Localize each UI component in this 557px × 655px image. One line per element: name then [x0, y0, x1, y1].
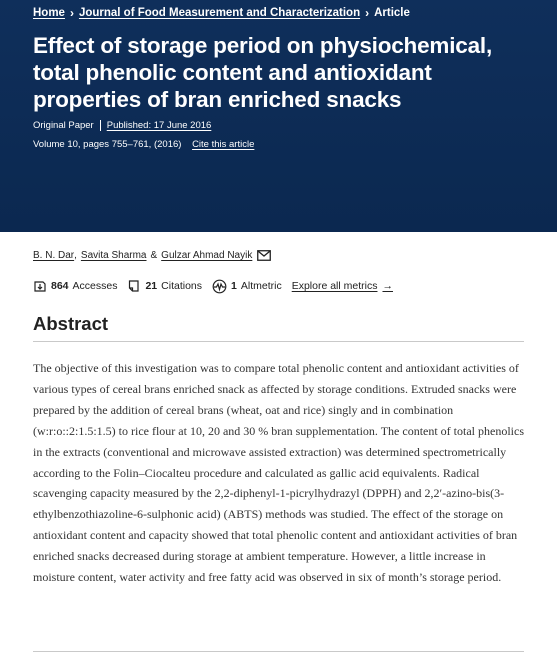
article-citation-info: [33, 139, 254, 150]
cite-article-link[interactable]: Cite this article: [192, 139, 255, 150]
volume-pages: Volume 10, pages 755–761, (2016): [33, 139, 182, 150]
explore-metrics-link[interactable]: [292, 280, 393, 292]
breadcrumb-current: Article: [374, 7, 410, 19]
altmetric-count: 1: [231, 280, 237, 292]
divider: [33, 341, 524, 342]
author-list: [33, 250, 271, 261]
citations-count: 21: [145, 280, 158, 292]
accesses-count: 864: [51, 280, 69, 292]
author-link[interactable]: Savita Sharma: [80, 250, 147, 261]
accesses-metric: [33, 279, 117, 293]
abstract-text: The objective of this investigation was to compare total phenolic content and antioxidant activities of various types of cereal brans enriched snack as affected by storage conditions. Extruded snacks were prepared by the addition of cereal brans (wheat, oat and rice) singly and in combination (w:r:o::2:1.5:1.5) to rice flour at 10, 20 and 30 % bran supplementation. The content of total phenolics in the extracts (conventional and microwave assisted extraction) was determined spectrometrically according to the Folin–Ciocalteu procedure and calculated as gallic acid equivalents. Radical scavenging capacity measured by the 2,2-diphenyl-1-picrylhydrazyl (DPPH) and 2,2′-azino-bis(3-ethylbenzothiazoline-6-sulphonic acid) (ABTS) methods was studied. The effect of the storage on antioxidant content and capacity showed that total phenolic content and antioxidant activities of bran enriched snacks decreased during storage at ambient temperature. However, a little increase in moisture content, water activity and free fatty acid was observed in six of month’s storage period.: [33, 361, 524, 585]
article-meta: [33, 120, 211, 131]
publication-date[interactable]: Published: 17 June 2016: [106, 120, 212, 131]
author-link[interactable]: Gulzar Ahmad Nayik: [161, 250, 253, 261]
altmetric-icon: [212, 279, 227, 294]
article-type: Original Paper: [33, 120, 94, 131]
arrow-right-icon: →: [382, 280, 393, 292]
article-header: [0, 0, 557, 232]
accesses-label: Accesses: [72, 280, 118, 292]
article-title: Effect of storage period on physiochemical, total phenolic content and antioxidant properties of bran enriched snacks: [33, 33, 492, 112]
author-separator: ,: [74, 250, 77, 261]
altmetric-metric: [212, 279, 282, 294]
breadcrumb-home-link[interactable]: Home: [33, 7, 65, 19]
breadcrumb-separator: ›: [69, 6, 74, 20]
quote-icon: [127, 279, 141, 293]
explore-metrics-label: Explore all metrics: [291, 280, 378, 292]
envelope-icon[interactable]: [257, 250, 271, 261]
author-separator: &: [150, 250, 158, 261]
citations-label: Citations: [161, 280, 203, 292]
divider: [33, 651, 524, 652]
breadcrumb-separator: ›: [365, 6, 370, 20]
author-link[interactable]: B. N. Dar: [33, 250, 75, 261]
article-metrics: [33, 277, 393, 295]
download-icon: [33, 279, 47, 293]
meta-divider: [100, 120, 101, 131]
citations-metric: [127, 279, 202, 293]
breadcrumb-journal-link[interactable]: Journal of Food Measurement and Characterization: [78, 7, 361, 19]
breadcrumb: [33, 5, 410, 21]
abstract-heading: Abstract: [33, 313, 109, 334]
altmetric-label: Altmetric: [240, 280, 282, 292]
